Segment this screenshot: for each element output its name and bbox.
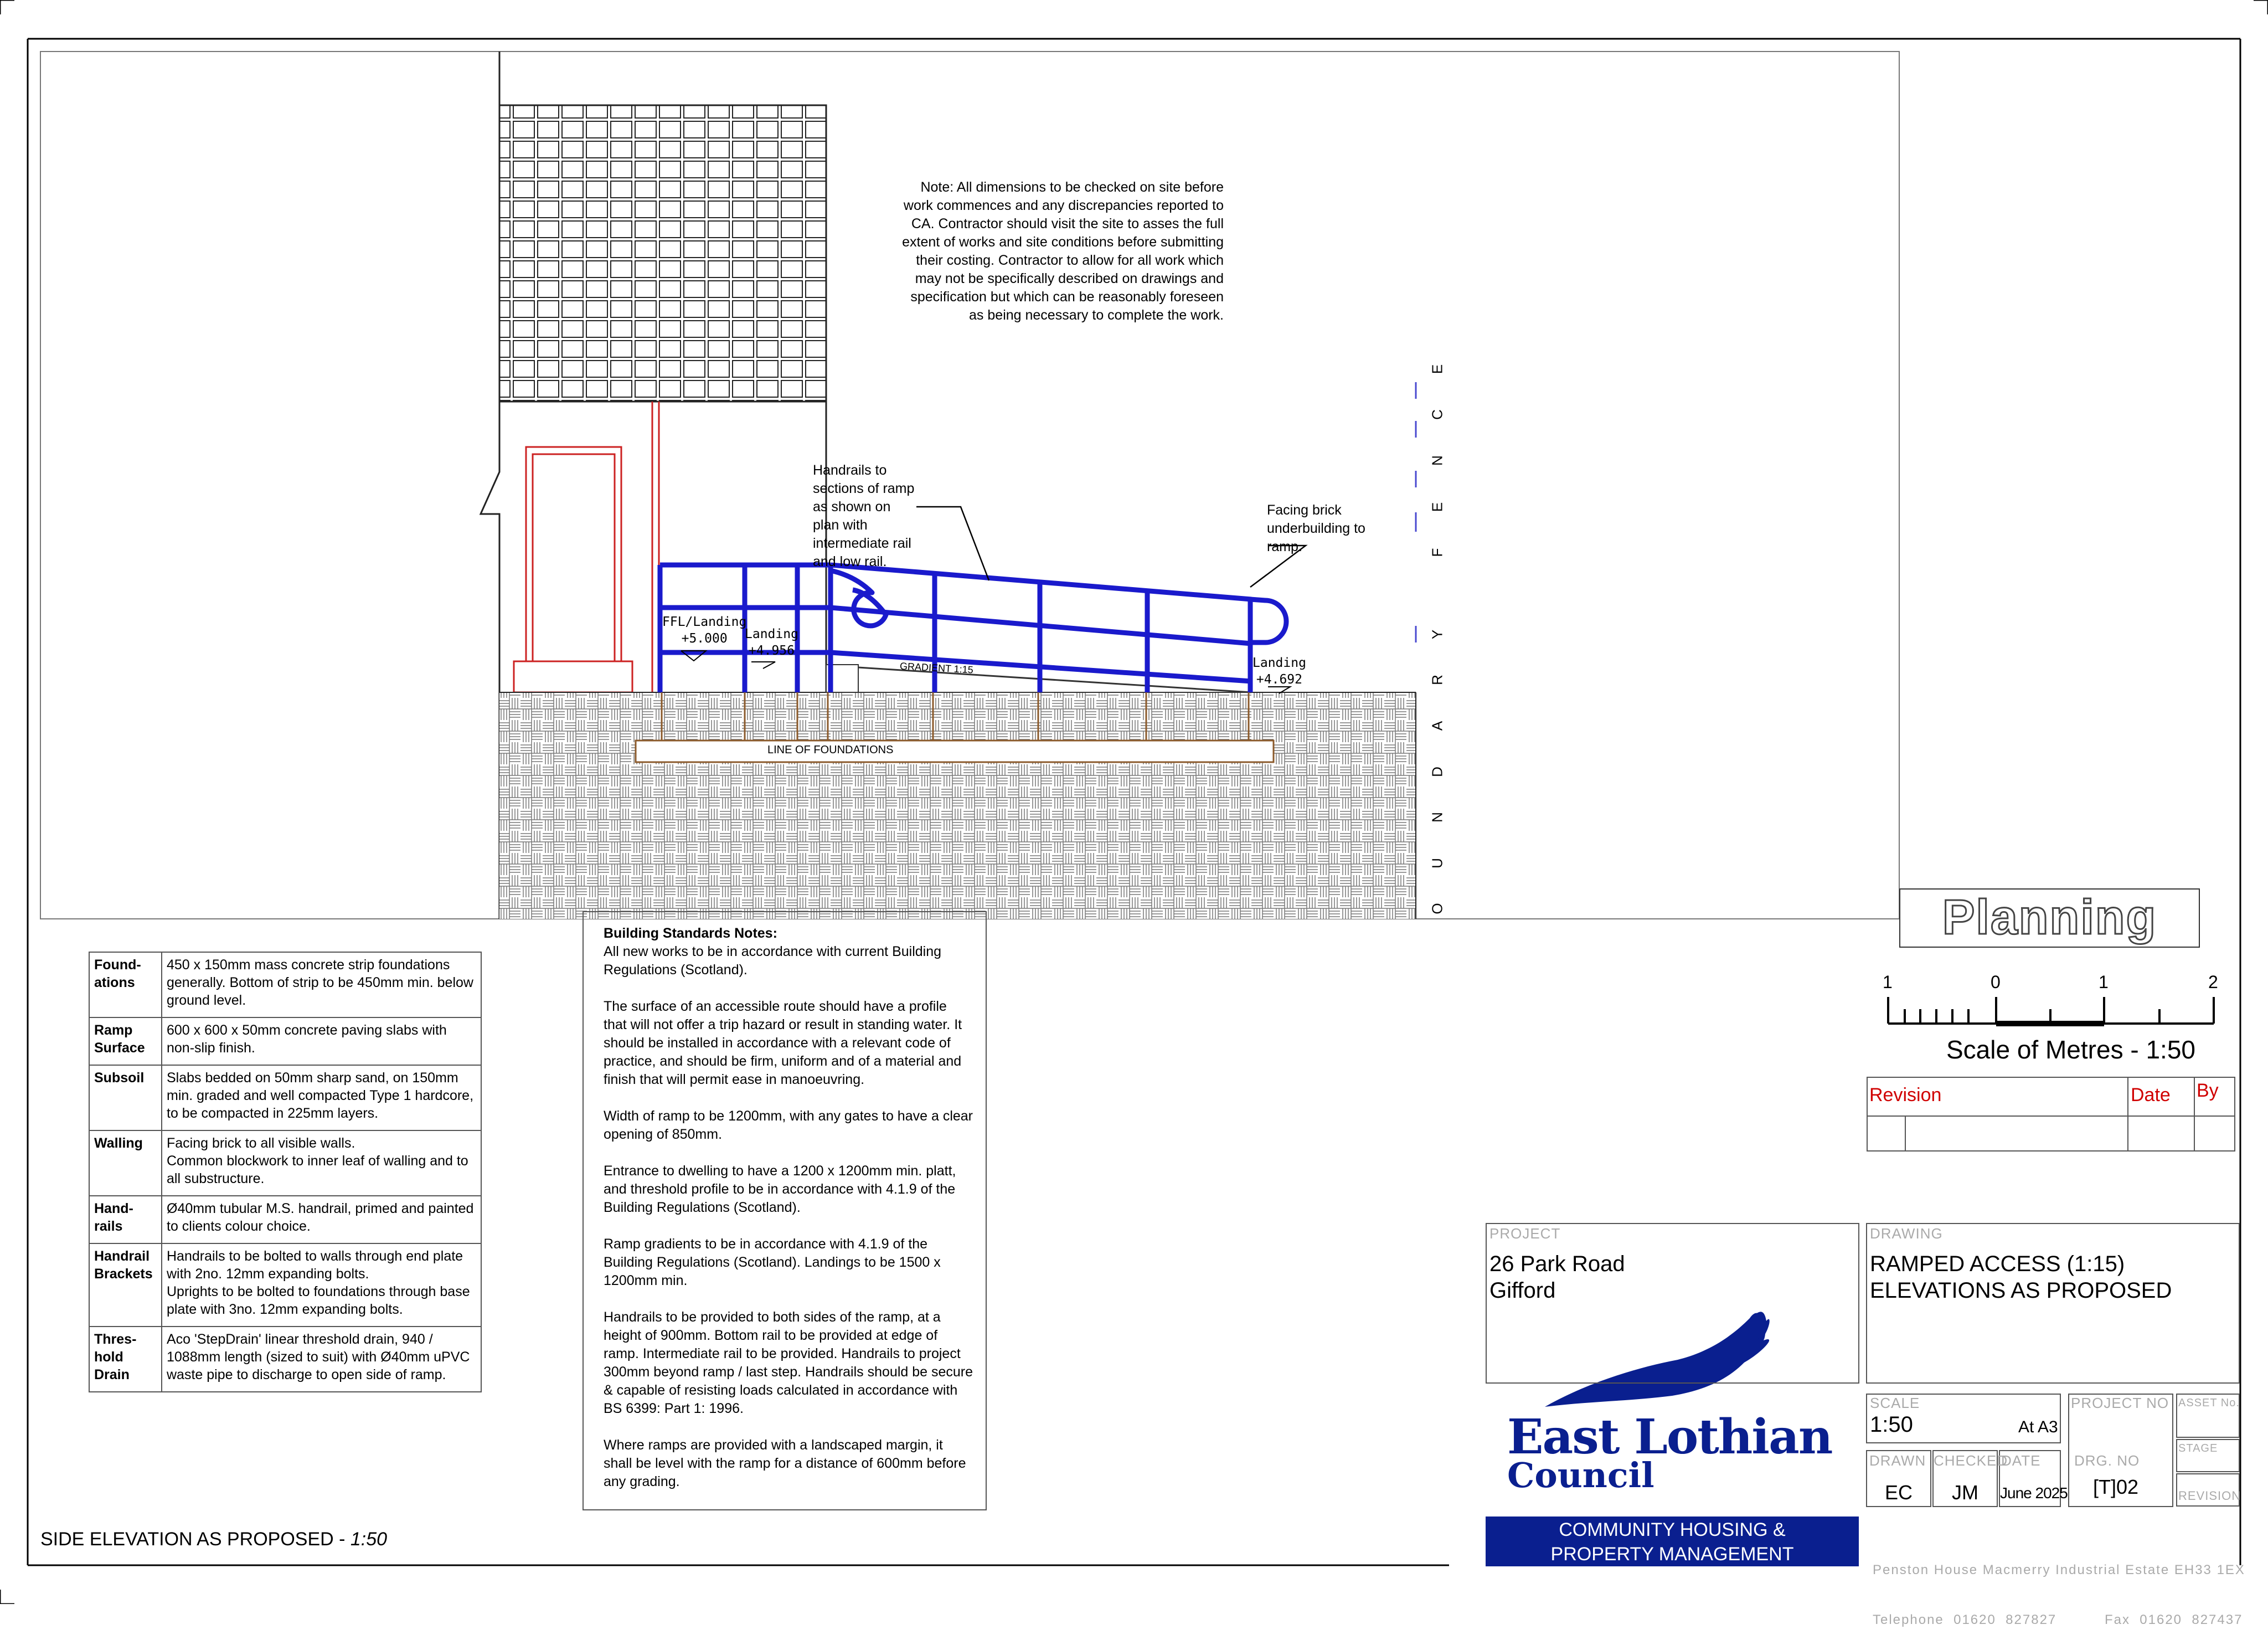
boundary-fence-letter: O [1429,903,1446,914]
drg-no-value: [T]02 [2093,1476,2139,1498]
table-row [89,1017,481,1065]
department-line: COMMUNITY HOUSING & [1559,1519,1786,1540]
council-name-line2: Council [1507,1455,1654,1495]
drawing-line: RAMPED ACCESS (1:15) [1870,1252,2125,1276]
notes-paragraph: Width of ramp to be 1200mm, with any gates to have a clear opening of 850mm. [604,1108,973,1142]
note-line: their costing. Contractor to allow for all work which [916,253,1224,268]
project-label: PROJECT [1489,1225,1561,1242]
checked-label: CHECKED [1934,1452,2008,1469]
spec-key: Walling [89,1130,162,1196]
note-line: specification but which can be reasonably foreseen [910,289,1224,305]
drawn-label: DRAWN [1869,1452,1926,1469]
building-standards-notes [583,911,987,1510]
note-line: Note: All dimensions to be checked on site before [920,179,1224,195]
level-value: +4.692 [1256,672,1303,687]
spec-key: Handrail Brackets [89,1243,162,1327]
revision-label: REVISION [2178,1489,2241,1503]
project-name [1489,1251,1625,1304]
table-row [89,952,481,1017]
annotation-line: Handrails to [813,462,887,478]
annotation-line: underbuilding to [1267,521,1365,536]
asset-no-label: ASSET No. [2178,1397,2240,1409]
spec-value: Ø40mm tubular M.S. handrail, primed and painted to clients colour choice. [162,1196,481,1243]
checked-value: JM [1952,1481,1978,1504]
annotation-line: intermediate rail [813,536,911,551]
table-row [89,1130,481,1196]
landing-end-level [1252,655,1306,688]
notes-paragraph: Where ramps are provided with a landscaped margin, it shall be level with the ramp for a distance of 600mm before any grading. [604,1437,966,1489]
revision-header: Revision [1869,1084,1942,1106]
project-no-label: PROJECT NO [2071,1395,2169,1411]
notes-paragraph: Handrails to be provided to both sides of the ramp, at a height of 900mm. Bottom rail to be provided at edge of ramp. Intermediate rail to be provided. Handrails to project 300mm beyond ramp / last step. Handrails should be secure & capable of resisting loads calculated in accordance with BS 6399: Part 1: 1996. [604,1309,973,1416]
level-value: +5.000 [681,631,728,646]
view-title-text: SIDE ELEVATION AS PROPOSED - [40,1529,350,1550]
boundary-fence-letter: Y [1429,629,1446,640]
boundary-fence-letter: N [1429,812,1446,822]
note-line: extent of works and site conditions before submitting [902,234,1224,250]
view-title-scale: 1:50 [350,1529,388,1550]
landing-mid-level [745,626,798,659]
paper-size: At A3 [2018,1418,2058,1436]
table-row [89,1065,481,1130]
notes-paragraph: Ramp gradients to be in accordance with 4.1.9 of the Building Regulations (Scotland). Landings to be 1500 x 1200mm min. [604,1236,941,1288]
house-gable-line [481,52,499,919]
spec-key: Hand- rails [89,1196,162,1243]
level-label: Landing [745,627,798,641]
handrails-annotation [813,461,914,571]
scale-tick-label: 1 [1883,972,1893,992]
scale-label: SCALE [1870,1395,1920,1411]
note-line: work commences and any discrepancies reported to [903,198,1224,213]
drawing-title [1870,1251,2172,1304]
table-row [89,1243,481,1327]
boundary-fence-letter: A [1429,721,1446,731]
spec-key: Subsoil [89,1065,162,1130]
note-line: as being necessary to complete the work. [969,307,1224,323]
drawing-line: ELEVATIONS AS PROPOSED [1870,1278,2172,1303]
scale-bar [1888,997,2214,1024]
boundary-fence-letter: D [1429,767,1446,777]
scale-tick-label: 1 [2099,972,2109,992]
council-address [1873,1529,2245,1645]
planning-stamp-text: Planning [1942,890,2157,944]
spec-value: Slabs bedded on 50mm sharp sand, on 150mm min. graded and well compacted Type 1 hardcore, to be compacted in 225mm layers. [162,1065,481,1130]
stage-label: STAGE [2178,1442,2218,1454]
planning-stamp [1899,888,2200,948]
spec-key: Thres- hold Drain [89,1327,162,1392]
scale-caption: Scale of Metres - 1:50 [1946,1035,2195,1064]
spec-key: Found- ations [89,952,162,1017]
boundary-fence-letter: C [1429,409,1446,420]
specification-table [89,952,482,1392]
table-row [89,1196,481,1243]
annotation-line: ramp. [1267,539,1302,554]
boundary-fence-letter: N [1429,455,1446,466]
spec-value: Aco 'StepDrain' linear threshold drain, 940 / 1088mm length (sized to suit) with Ø40mm uPVC waste pipe to discharge to open side of ramp. [162,1327,481,1392]
revision-date-header: Date [2131,1084,2171,1106]
foundations-label: LINE OF FOUNDATIONS [767,744,894,756]
note-line: may not be specifically described on drawings and [915,271,1224,286]
boundary-fence-letter: E [1429,502,1446,512]
boundary-fence-letter: R [1429,675,1446,685]
level-label: Landing [1252,656,1306,670]
notes-paragraph: The surface of an accessible route should have a profile that will not offer a trip hazard or result in standing water. It should be installed in accordance with a relevant code of practice, and should be firm, uniform and of a material and finish that will permit ease in manoeuvring. [604,999,962,1087]
boundary-fence-letter: U [1429,858,1446,868]
facing-brick-annotation [1267,501,1365,556]
date-value: June 2025 [2000,1484,2068,1502]
annotation-line: sections of ramp [813,481,915,496]
date-label: DATE [2001,1452,2041,1469]
address-line: Penston House Macmerry Industrial Estate EH33 1EX [1873,1562,2245,1577]
spec-value: 600 x 600 x 50mm concrete paving slabs with non-slip finish. [162,1017,481,1065]
foundation-strip [636,741,1274,762]
front-door [514,402,659,697]
department-name [1486,1517,1859,1566]
department-line: PROPERTY MANAGEMENT [1550,1544,1794,1565]
spec-value: Facing brick to all visible walls. Common blockwork to inner leaf of walling and to all substructure. [162,1130,481,1196]
council-name-line1: East Lothian [1507,1409,1832,1465]
scale-value: 1:50 [1870,1412,1913,1437]
annotation-line: plan with [813,517,868,533]
scale-tick-label: 2 [2208,972,2218,992]
project-line: Gifford [1489,1278,1556,1303]
level-label: FFL/Landing [662,615,747,629]
level-value: +4.956 [748,644,795,658]
annotation-line: Facing brick [1267,502,1342,518]
spec-value: 450 x 150mm mass concrete strip foundations generally. Bottom of strip to be 450mm min. below ground level. [162,952,481,1017]
drg-no-label: DRG. NO [2074,1452,2140,1469]
spec-key: Ramp Surface [89,1017,162,1065]
gradient-label: GRADIENT 1:15 [899,660,974,676]
table-row [89,1327,481,1392]
annotation-line: as shown on [813,499,891,515]
notes-paragraph: Entrance to dwelling to have a 1200 x 1200mm min. platt, and threshold profile to be in accordance with 4.1.9 of the Building Regulations (Scotland). [604,1163,956,1215]
drawn-value: EC [1885,1481,1913,1504]
note-line: CA. Contractor should visit the site to asses the full [911,216,1224,232]
address-line: Telephone 01620 827827 Fax 01620 827437 [1873,1612,2243,1627]
annotation-line: and low rail. [813,554,887,569]
scale-tick-label: 0 [1991,972,2001,992]
view-title [40,1529,387,1550]
general-note [842,178,1224,325]
boundary-fence-letter: E [1429,364,1446,374]
revision-by-header: By [2197,1080,2219,1101]
roof-tiles [499,105,826,402]
project-line: 26 Park Road [1489,1252,1625,1276]
boundary-fence-letter: F [1429,548,1446,557]
council-name [1507,1409,1832,1495]
ground-hatch [499,692,1416,919]
notes-title: Building Standards Notes: [604,926,777,941]
spec-value: Handrails to be bolted to walls through end plate with 2no. 12mm expanding bolts. Uprights to be bolted to foundations through base plate with 3no. 12mm expanding bolts. [162,1243,481,1327]
ffl-landing-level [662,614,746,647]
notes-paragraph: All new works to be in accordance with current Building Regulations (Scotland). [604,944,942,978]
drawing-label: DRAWING [1870,1225,1943,1242]
